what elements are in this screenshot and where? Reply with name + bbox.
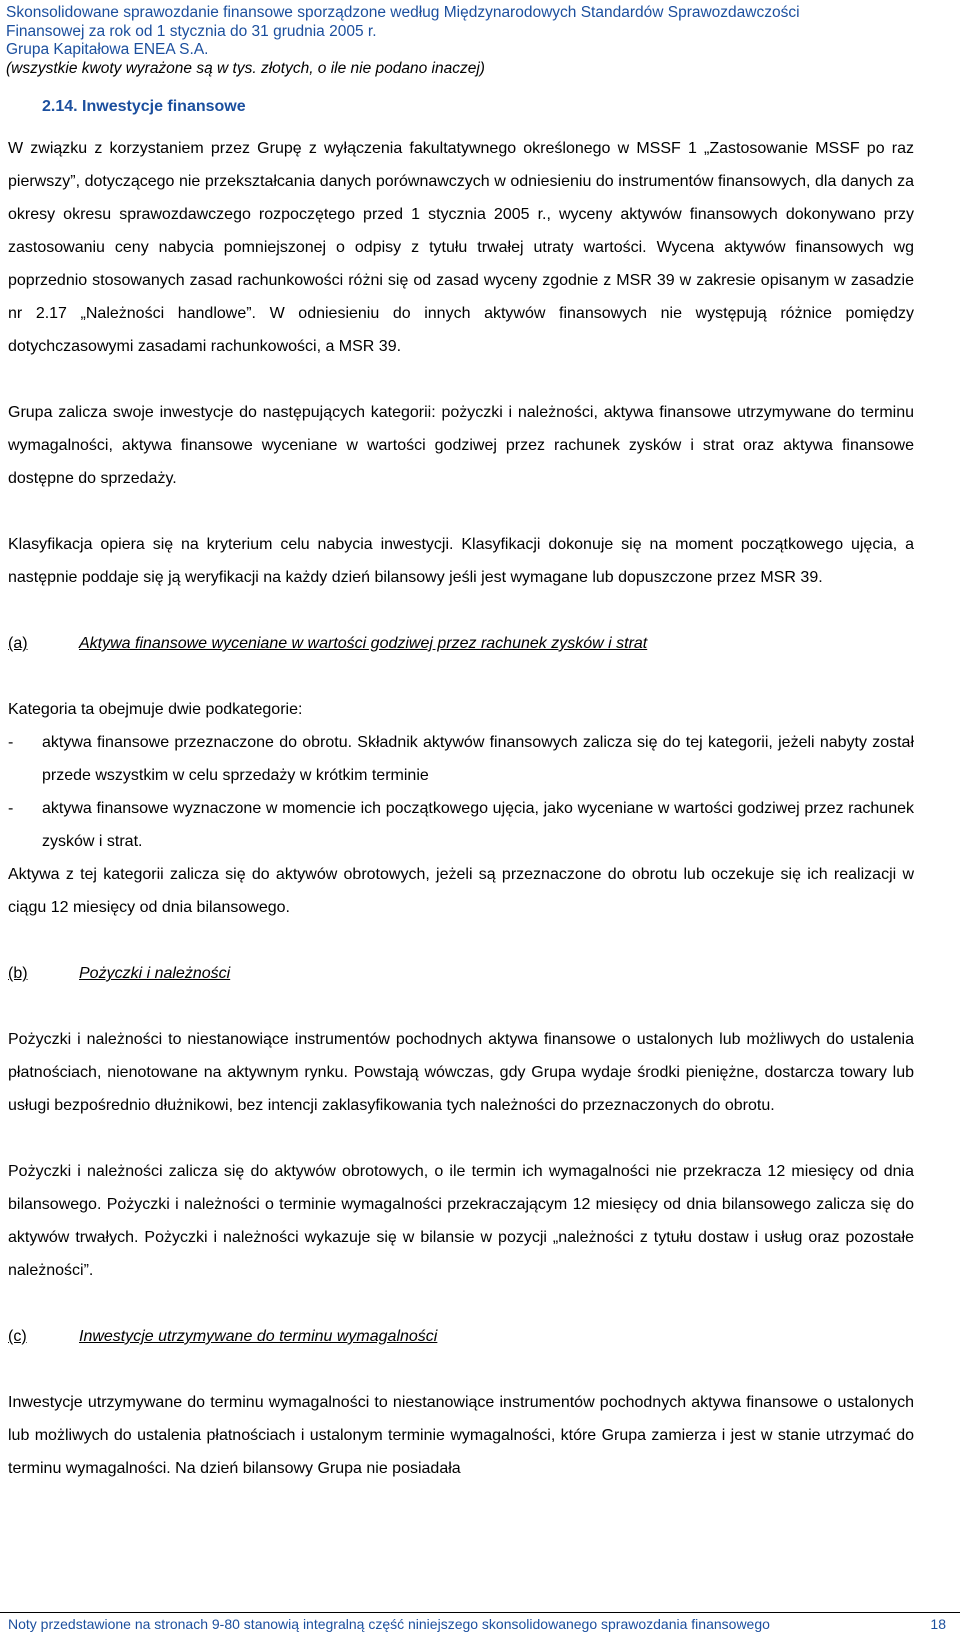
dash-marker: - [8, 800, 14, 817]
header-line-1: Skonsolidowane sprawozdanie finansowe sporządzone według Międzynarodowych Standardów Sprawozdawczości [6, 4, 800, 21]
page-header [6, 4, 946, 78]
subsection-label: (a) [8, 635, 28, 652]
paragraph: Kategoria ta obejmuje dwie podkategorie: [8, 701, 303, 718]
dash-marker: - [8, 734, 14, 751]
list-item-text: aktywa finansowe przeznaczone do obrotu. Składnik aktywów finansowych zalicza się do tej kategorii, jeżeli nabyty został przede wszystkim w celu sprzedaży w krótkim terminie [42, 734, 914, 784]
list-item [8, 726, 914, 792]
subsection-heading-a [8, 627, 914, 660]
paragraph: Aktywa z tej kategorii zalicza się do aktywów obrotowych, jeżeli są przeznaczone do obrotu lub oczekuje się ich realizacji w ciągu 12 miesięcy od dnia bilansowego. [8, 866, 914, 916]
subsection-title: Pożyczki i należności [79, 965, 231, 982]
header-amount-note: (wszystkie kwoty wyrażone są w tys. złotych, o ile nie podano inaczej) [6, 59, 485, 77]
subsection-heading-b [8, 957, 914, 990]
subsection-heading-c [8, 1320, 914, 1353]
section-title: 2.14. Inwestycje finansowe [42, 98, 246, 115]
subsection-label: (b) [8, 965, 28, 982]
document-body [8, 90, 914, 1485]
list-item-text: aktywa finansowe wyznaczone w momencie ich początkowego ujęcia, jako wyceniane w wartości godziwej przez rachunek zysków i strat. [42, 800, 914, 850]
subsection-title: Inwestycje utrzymywane do terminu wymagalności [79, 1328, 438, 1345]
footer-note: Noty przedstawione na stronach 9-80 stanowią integralną część niniejszego skonsolidowanego sprawozdania finansowego [8, 1616, 770, 1632]
list-item [8, 792, 914, 858]
paragraph: Inwestycje utrzymywane do terminu wymagalności to niestanowiące instrumentów pochodnych aktywa finansowe o ustalonych lub możliwych do ustalenia płatnościach i ustalonym terminie wymagalności, które Grupa zamierza i jest w stanie utrzymać do terminu wymagalności. Na dzień bilansowy Grupa nie posiadała [8, 1394, 914, 1477]
paragraph: Klasyfikacja opiera się na kryterium celu nabycia inwestycji. Klasyfikacji dokonuje się na moment początkowego ujęcia, a następnie poddaje się ją weryfikacji na każdy dzień bilansowy jeśli jest wymagane lub dopuszczone przez MSR 39. [8, 536, 914, 586]
paragraph: Pożyczki i należności zalicza się do aktywów obrotowych, o ile termin ich wymagalności nie przekracza 12 miesięcy od dnia bilansowego. Pożyczki i należności o terminie wymagalności przekraczającym 12 miesięcy od dnia bilansowego zalicza się do aktywów trwałych. Pożyczki i należności wykazuje się w bilansie w pozycji „należności z tytułu dostaw i usług oraz pozostałe należności”. [8, 1163, 914, 1279]
header-line-2: Finansowej za rok od 1 stycznia do 31 grudnia 2005 r. [6, 22, 377, 40]
page-number: 18 [930, 1616, 946, 1632]
paragraph: Pożyczki i należności to niestanowiące instrumentów pochodnych aktywa finansowe o ustalonych lub możliwych do ustalenia płatnościach, nienotowane na aktywnym rynku. Powstają wówczas, gdy Grupa wydaje środki pieniężne, dostarcza towary lub usługi bezpośrednio dłużnikowi, bez intencji zaklasyfikowania tych należności do przeznaczonych do obrotu. [8, 1031, 914, 1114]
paragraph: W związku z korzystaniem przez Grupę z wyłączenia fakultatywnego określonego w MSSF 1 „Zastosowanie MSSF po raz pierwszy”, dotyczącego nie przekształcania danych porównawczych w odniesieniu do instrumentów finansowych, dla danych za okresy okresu sprawozdawczego rozpoczętego przed 1 stycznia 2005 r., wyceny aktywów finansowych dokonywano przy zastosowaniu ceny nabycia pomniejszonej o odpisy z tytułu trwałej utraty wartości. Wycena aktywów finansowych wg poprzednio stosowanych zasad rachunkowości różni się od zasad wyceny zgodnie z MSR 39 w zakresie opisanym w zasadzie nr 2.17 „Należności handlowe”. W odniesieniu do innych aktywów finansowych nie występują różnice pomiędzy dotychczasowymi zasadami rachunkowości, a MSR 39. [8, 140, 914, 355]
page-footer [0, 1612, 960, 1632]
paragraph: Grupa zalicza swoje inwestycje do następujących kategorii: pożyczki i należności, aktywa finansowe utrzymywane do terminu wymagalności, aktywa finansowe wyceniane w wartości godziwej przez rachunek zysków i strat oraz aktywa finansowe dostępne do sprzedaży. [8, 404, 914, 487]
header-company: Grupa Kapitałowa ENEA S.A. [6, 41, 209, 58]
subsection-title: Aktywa finansowe wyceniane w wartości godziwej przez rachunek zysków i strat [79, 635, 648, 652]
subsection-label: (c) [8, 1328, 27, 1345]
